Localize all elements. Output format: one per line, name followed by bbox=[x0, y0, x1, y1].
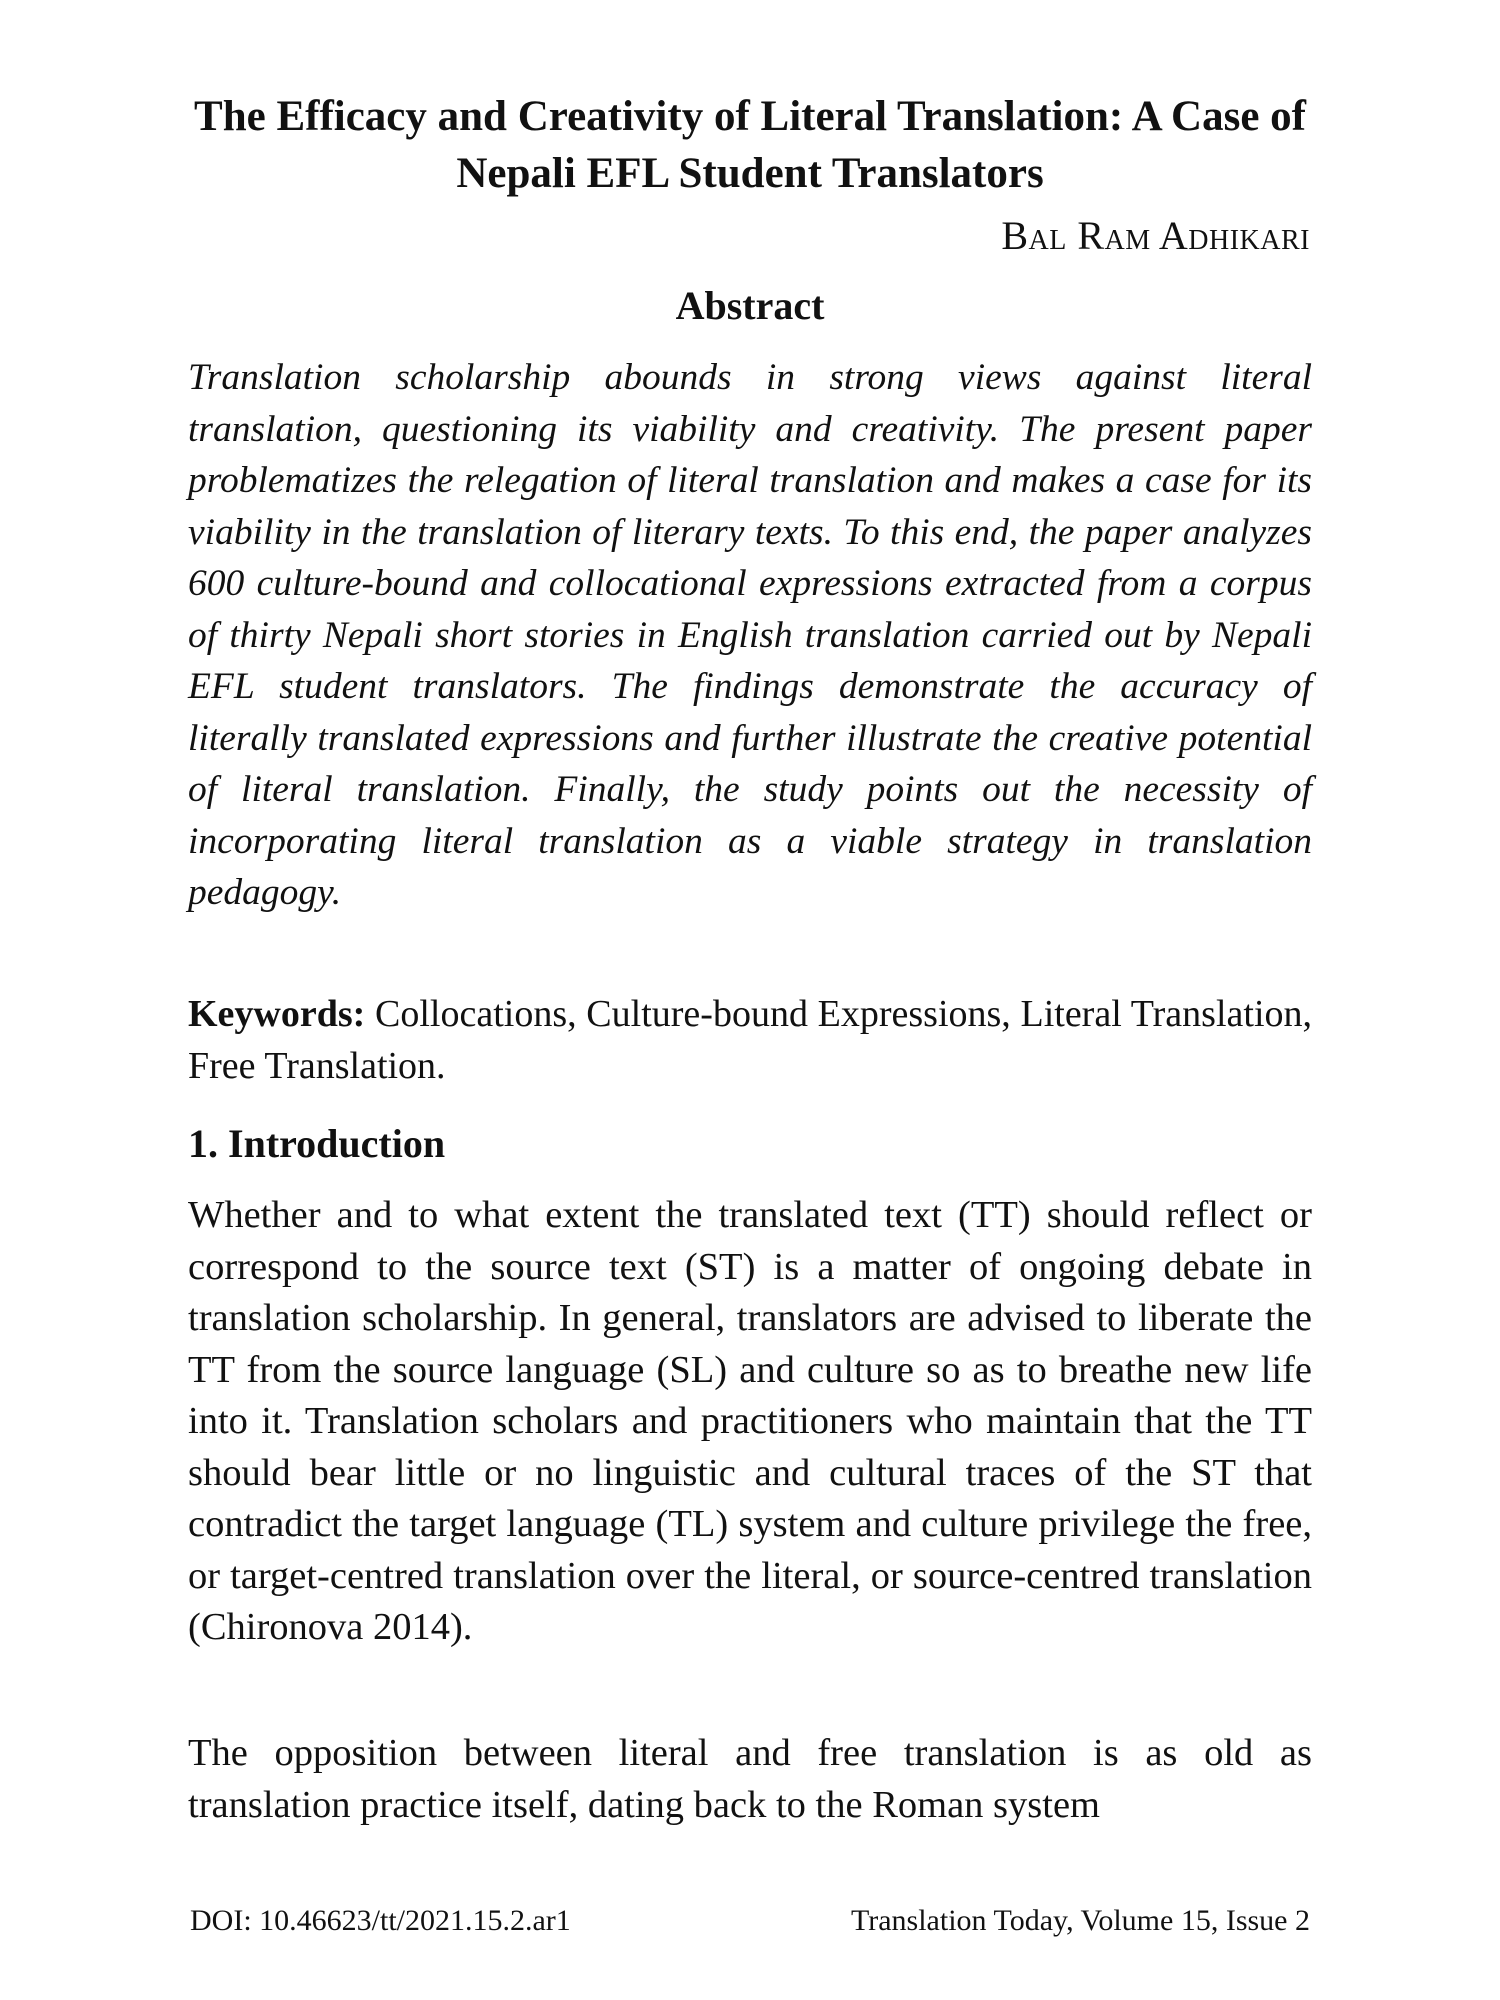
abstract-text: Translation scholarship abounds in strong views against literal translation, questioning its viability and creativity. The present paper problematizes the relegation of literal translation and makes a case for its viability in the translation of literary texts. To this end, the paper analyzes 600 culture-bound and collocational expressions extracted from a corpus of thirty Nepali short stories in English translation carried out by Nepali EFL student translators. The findings demonstrate the accuracy of literally translated expressions and further illustrate the creative potential of literal translation. Finally, the study points out the necessity of incorporating literal translation as a viable strategy in translation pedagogy. bbox=[188, 357, 1312, 913]
abstract-heading: Abstract bbox=[675, 283, 825, 328]
footer-journal: Translation Today, Volume 15, Issue 2 bbox=[850, 1904, 1310, 1937]
body-paragraph: Whether and to what extent the translated text (TT) should reflect or correspond to the source text (ST) is a matter of ongoing debate in translation scholarship. In general, translators are advised to liberate the TT from the source language (SL) and culture so as to breathe new life into it. Translation scholars and practitioners who maintain that the TT should bear little or no linguistic and cultural traces of the ST that contradict the target language (TL) system and culture privilege the free, or target-centred translation over the literal, or source-centred translation (Chironova 2014). bbox=[188, 1194, 1312, 1648]
body-paragraph: The opposition between literal and free translation is as old as translation practice itself, dating back to the Roman system bbox=[188, 1732, 1312, 1826]
keywords-line bbox=[188, 988, 1312, 1092]
article-title: The Efficacy and Creativity of Literal Translation: A Case of Nepali EFL Student Translators bbox=[194, 93, 1306, 197]
keywords-text: Collocations, Culture-bound Expressions, Literal Translation, Free Translation. bbox=[188, 993, 1312, 1087]
keywords-label: Keywords: bbox=[188, 993, 366, 1035]
section-heading-introduction: 1. Introduction bbox=[188, 1121, 446, 1166]
author-name: Bal Ram Adhikari bbox=[1001, 213, 1310, 258]
footer-doi: DOI: 10.46623/tt/2021.15.2.ar1 bbox=[190, 1904, 571, 1937]
